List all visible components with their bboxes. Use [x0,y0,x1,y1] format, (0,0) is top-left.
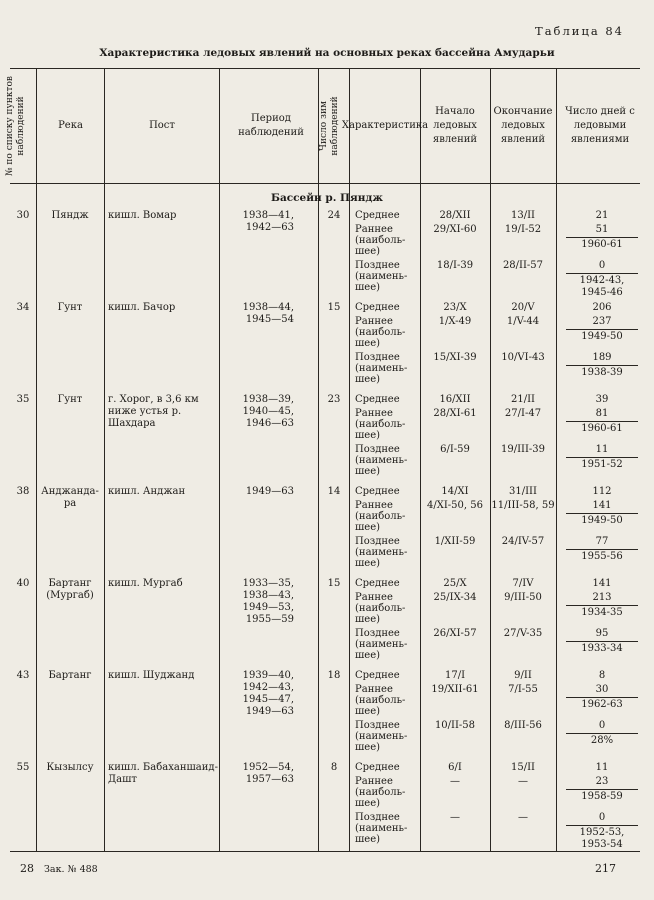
days-late [566,628,638,655]
days-year: 1942-43, 1945-46 [566,273,638,299]
days-value: 51 [595,224,609,235]
observation-period [222,670,294,718]
row-number: 40 [16,578,30,589]
days-year: 1949-50 [566,513,638,527]
header-river: Река [58,120,83,131]
period-line: 1945—54 [245,314,294,325]
characteristic-late: Позднее (наимень-шее) [355,444,408,477]
characteristic-late: Позднее (наимень-шее) [355,260,408,293]
days-early [566,500,638,527]
characteristic-early: Раннее (наиболь-шее) [355,684,406,717]
days-avg [566,486,638,498]
period-line: 1952—54, [242,762,294,773]
start-early: — [450,776,460,787]
days-year: 1960-61 [566,421,638,435]
footer-order: Зак. № 488 [44,864,98,875]
start-early: 29/XI-60 [433,224,477,235]
header-post: Пост [149,120,175,131]
days-late [566,444,638,471]
winters-count: 18 [327,670,341,681]
days-avg [566,762,638,774]
row-number: 55 [16,762,30,773]
days-late [566,536,638,563]
days-value: 141 [592,500,612,511]
end-avg: 31/III [509,486,537,497]
river-name: Пяндж [51,210,89,221]
days-value: 0 [598,812,606,823]
end-late: 19/III-39 [500,444,546,455]
start-early: 4/XI-50, 56 [427,500,483,511]
end-late: — [518,812,528,823]
table-number: Таблица 84 [535,24,624,38]
post-name: кишл. Мургаб [108,578,183,589]
period-line: 1938—44, [242,302,294,313]
characteristic-late: Позднее (наимень-шее) [355,628,408,661]
start-early: 1/X-49 [438,316,472,327]
col-divider [104,68,105,851]
characteristic-late: Позднее (наимень-шее) [355,720,408,753]
col-divider [219,68,220,851]
period-line: 1940—45, [242,406,294,417]
observation-period [222,762,294,786]
page-number: 217 [595,862,616,875]
header-start: Начало ледовых явлений [432,106,478,145]
river-name: Гунт [57,302,83,313]
start-avg: 6/I [448,762,462,773]
period-line: 1938—43, [242,590,294,601]
post-name: кишл. Анджан [108,486,186,497]
days-year: 1962-63 [566,697,638,711]
characteristic-early: Раннее (наиболь-шее) [355,592,406,625]
start-late: 1/XII-59 [434,536,476,547]
table-title: Характеристика ледовых явлений на основных реках бассейна Амударьи [99,47,555,59]
period-line: 1946—63 [245,418,294,429]
end-early: 27/I-47 [504,408,542,419]
post-name: кишл. Шуджанд [108,670,195,681]
winters-count: 8 [330,762,338,773]
winters-count: 23 [327,394,341,405]
end-early: — [518,776,528,787]
days-value: 77 [595,536,609,547]
days-late [566,352,638,379]
start-avg: 16/XII [439,394,471,405]
end-early: 11/III-58, 59 [491,500,555,511]
days-value: 30 [595,684,609,695]
days-value: 11 [595,444,609,455]
characteristic-late: Позднее (наимень-шее) [355,352,408,385]
end-avg: 20/V [511,302,535,313]
end-avg: 7/IV [512,578,534,589]
characteristic-late: Позднее (наимень-шее) [355,536,408,569]
days-early [566,316,638,343]
observation-period [222,578,294,626]
period-line: 1957—63 [245,774,294,785]
days-avg [566,670,638,682]
characteristic-avg: Среднее [355,210,400,221]
days-value: 11 [595,762,609,773]
days-avg [566,394,638,406]
start-late: 15/XI-39 [433,352,477,363]
end-late: 24/IV-57 [501,536,545,547]
period-line: 1949—53, [242,602,294,613]
start-late: 26/XI-57 [433,628,477,639]
days-value: 81 [595,408,609,419]
days-value: 8 [598,670,606,681]
end-early: 1/V-44 [506,316,540,327]
end-avg: 13/II [511,210,535,221]
start-late: — [450,812,460,823]
row-number: 30 [16,210,30,221]
winters-count: 24 [327,210,341,221]
start-late: 6/I-59 [440,444,470,455]
days-year: 1938-39 [566,365,638,379]
days-value: 213 [592,592,612,603]
days-late [566,260,638,299]
header-end: Окончание ледовых явлений [493,106,553,145]
col-divider [490,68,491,851]
days-early [566,224,638,251]
end-early: 7/I-55 [508,684,538,695]
col-divider [556,68,557,851]
start-late: 10/II-58 [434,720,476,731]
end-late: 10/VI-43 [501,352,545,363]
days-year: 1949-50 [566,329,638,343]
characteristic-avg: Среднее [355,670,400,681]
period-line: 1942—63 [245,222,294,233]
observation-period [222,486,294,498]
days-value: 237 [592,316,612,327]
river-name: Анджанда-ра [41,486,99,509]
start-avg: 25/X [443,578,467,589]
start-avg: 14/XI [441,486,469,497]
days-avg [566,302,638,314]
end-late: 28/II-57 [502,260,544,271]
period-line: 1939—40, [242,670,294,681]
characteristic-avg: Среднее [355,762,400,773]
header-winters: Число зим наблюдений [319,96,340,156]
river-name: Бартанг [48,670,92,681]
characteristic-avg: Среднее [355,578,400,589]
start-early: 19/XII-61 [431,684,479,695]
col-divider [349,68,350,851]
observation-period [222,302,294,326]
days-avg [566,578,638,590]
characteristic-late: Позднее (наимень-шее) [355,812,408,845]
days-early [566,592,638,619]
period-line: 1942—43, [242,682,294,693]
start-early: 28/XI-61 [433,408,477,419]
period-line: 1933—35, [242,578,294,589]
characteristic-early: Раннее (наиболь-шее) [355,408,406,441]
period-line: 1938—39, [242,394,294,405]
end-early: 9/III-50 [504,592,542,603]
characteristic-early: Раннее (наиболь-шее) [355,316,406,349]
section-title: Бассейн р. Пяндж [271,192,383,204]
row-number: 43 [16,670,30,681]
end-avg: 21/II [511,394,535,405]
start-avg: 17/I [444,670,466,681]
days-value: 23 [595,776,609,787]
post-name: кишл. Вомар [108,210,177,221]
row-number: 38 [16,486,30,497]
start-avg: 28/XII [439,210,471,221]
days-value: 112 [592,486,612,497]
observation-period [222,210,294,234]
days-year: 1951-52 [566,457,638,471]
start-late: 18/I-39 [436,260,474,271]
row-number: 34 [16,302,30,313]
characteristic-early: Раннее (наиболь-шее) [355,500,406,533]
table-bottom-rule [10,851,640,852]
end-late: 27/V-35 [503,628,543,639]
end-avg: 9/II [514,670,532,681]
col-divider [36,68,37,851]
days-value: 0 [598,720,606,731]
days-avg [566,210,638,222]
start-avg: 23/X [443,302,467,313]
characteristic-early: Раннее (наиболь-шее) [355,776,406,809]
days-value: 0 [598,260,606,271]
header-num: № по списку пунктов наблюдений [5,76,26,176]
days-early [566,684,638,711]
characteristic-early: Раннее (наиболь-шее) [355,224,406,257]
start-early: 25/IX-34 [433,592,477,603]
characteristic-avg: Среднее [355,486,400,497]
row-number: 35 [16,394,30,405]
river-name: Кызылсу [46,762,94,773]
days-early [566,776,638,803]
end-late: 8/III-56 [504,720,542,731]
days-value: 95 [595,628,609,639]
days-value: 189 [592,352,612,363]
days-value: 141 [592,578,612,589]
winters-count: 14 [327,486,341,497]
winters-count: 15 [327,578,341,589]
days-year: 1933-34 [566,641,638,655]
days-year: 1934-35 [566,605,638,619]
footer-left-number: 28 [20,862,34,875]
days-year: 1955-56 [566,549,638,563]
period-line: 1955—59 [245,614,294,625]
days-value: 21 [595,210,609,221]
days-value: 39 [595,394,609,405]
post-name: кишл. Бабаханшаид-Дашт [108,762,218,785]
days-year: 1960-61 [566,237,638,251]
period-line: 1938—41, [242,210,294,221]
post-name: г. Хорог, в 3,6 км ниже устья р. Шахдара [108,394,199,429]
characteristic-avg: Среднее [355,394,400,405]
winters-count: 15 [327,302,341,313]
header-days: Число дней с ледовыми явлениями [565,106,635,145]
col-divider [420,68,421,851]
days-early [566,408,638,435]
river-name: Бартанг (Мургаб) [46,578,94,601]
end-avg: 15/II [511,762,535,773]
header-period: Период наблюдений [238,113,304,138]
post-name: кишл. Бачор [108,302,176,313]
characteristic-avg: Среднее [355,302,400,313]
days-year: 28% [566,733,638,747]
end-early: 19/I-52 [504,224,542,235]
header-char: Характеристика [341,120,429,131]
river-name: Гунт [57,394,83,405]
period-line: 1945—47, [242,694,294,705]
days-late [566,812,638,851]
col-divider [318,68,319,851]
days-value: 206 [592,302,612,313]
observation-period [222,394,294,430]
period-line: 1949—63 [245,706,294,717]
days-year: 1958-59 [566,789,638,803]
days-year: 1952-53, 1953-54 [566,825,638,851]
days-late [566,720,638,747]
period-line: 1949—63 [245,486,294,497]
